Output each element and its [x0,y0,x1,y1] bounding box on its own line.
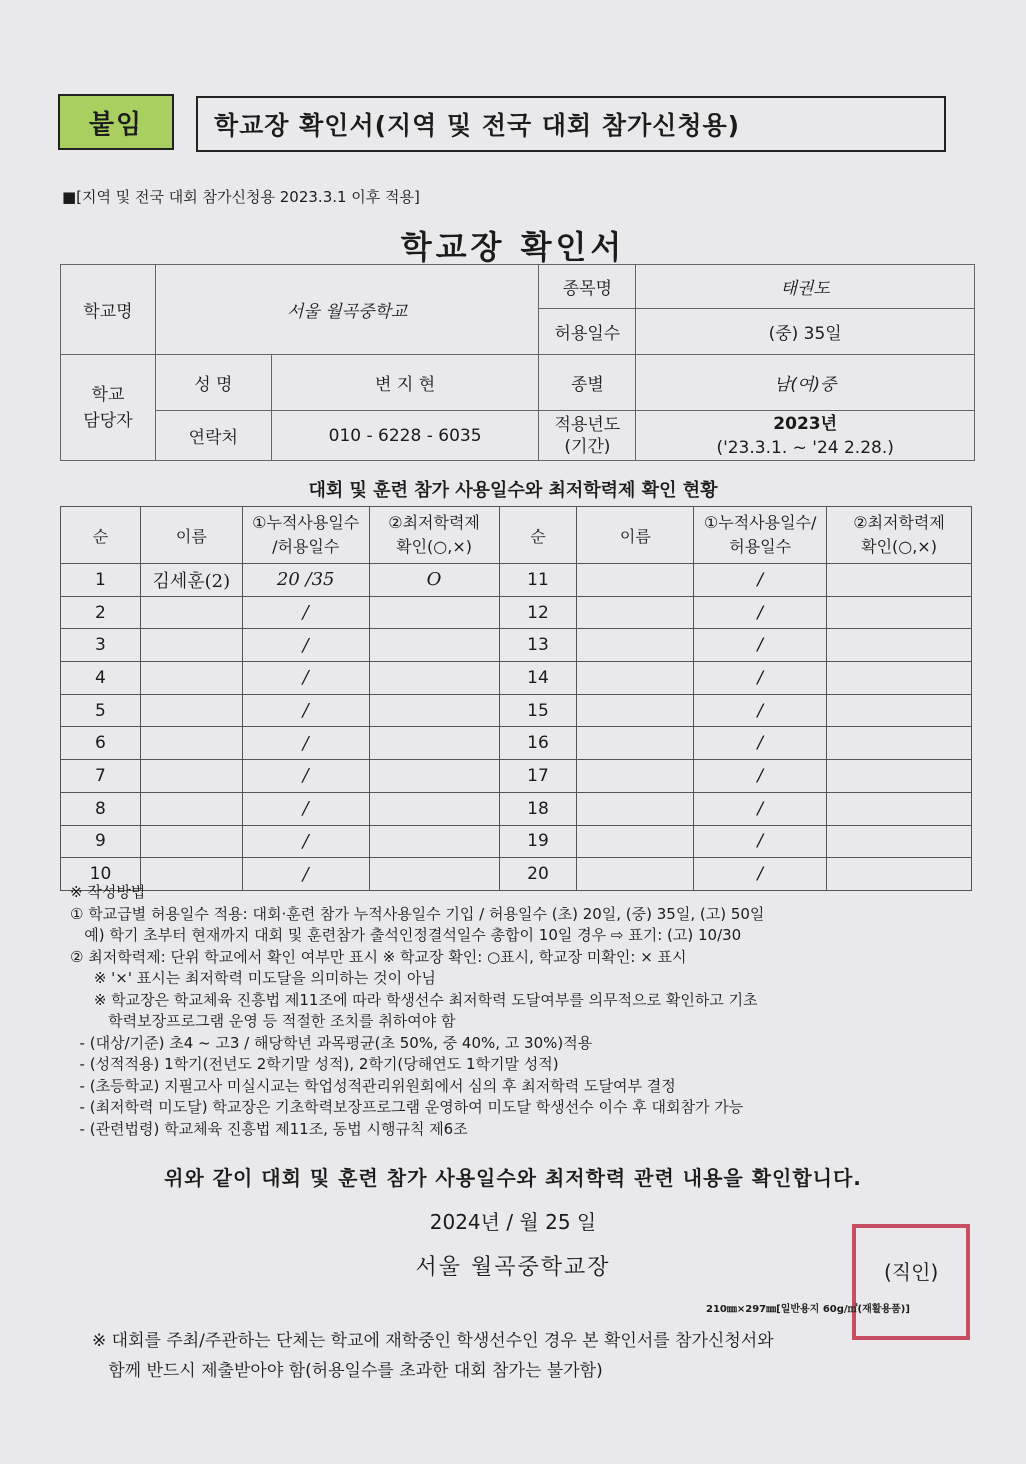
principal-title: 서울 월곡중학교장 [415,1255,611,1280]
row-name [140,792,242,825]
table-row [61,596,972,629]
row-number: 6 [61,727,141,760]
table-row [61,760,972,793]
row-name-2 [577,694,694,727]
row-number-2: 13 [499,629,577,662]
row-check [369,792,499,825]
row-days-2: / [694,825,827,858]
note-line: ※ 대회를 주최/주관하는 단체는 학교에 재학중인 학생선수인 경우 본 확인서를 참가신청서와 [92,1331,774,1351]
row-name [140,825,242,858]
row-number: 9 [61,825,141,858]
year-value: 2023년 [773,413,838,434]
row-check-2 [827,564,972,597]
method-line: - (관련법령) 학교체육 진흥법 제11조, 동법 시행규칙 제6조 [70,1119,468,1138]
row-check [369,727,499,760]
gender-label: 종별 [539,355,636,411]
row-name [140,629,242,662]
row-check-2 [827,727,972,760]
contact-label: 연락처 [155,411,271,461]
row-number-2: 15 [499,694,577,727]
row-number-2: 11 [499,564,577,597]
paper-spec: 210㎜×297㎜[일반용지 60g/㎡(재활용품)] [706,1304,910,1315]
header-name: 이름 [140,507,242,564]
row-number: 8 [61,792,141,825]
row-check-2 [827,629,972,662]
row-number-2: 12 [499,596,577,629]
row-check-2 [827,792,972,825]
header-no-2: 순 [499,507,577,564]
row-days: 20 /35 [242,564,369,597]
row-number: 7 [61,760,141,793]
row-check-2 [827,596,972,629]
method-line: - (성적적용) 1학기(전년도 2학기말 성적), 2학기(당해연도 1학기말 성적) [70,1055,559,1073]
table-row [61,629,972,662]
note-line: 함께 반드시 제출받아야 함(허용일수를 초과한 대회 참가는 불가함) [92,1361,603,1381]
row-name-2 [577,629,694,662]
row-number-2: 17 [499,760,577,793]
seal-label: (직인) [884,1260,939,1284]
header-check-2: ②최저학력제 확인(○,×) [827,507,972,564]
row-number-2: 18 [499,792,577,825]
row-number-2: 16 [499,727,577,760]
row-check-2 [827,694,972,727]
table-row [61,727,972,760]
row-name [140,760,242,793]
table-row [61,662,972,695]
method-line: - (초등학교) 지필고사 미실시교는 학업성적관리위원회에서 심의 후 최저학력 도달여부 결정 [70,1076,676,1095]
row-days-2: / [694,792,827,825]
gender-value: 남(여)중 [636,355,975,411]
issue-date: 2024년 / 월 25 일 [429,1210,597,1234]
row-check: O [369,564,499,597]
row-days-2: / [694,727,827,760]
row-check-2 [827,760,972,793]
table-row [61,694,972,727]
header-name-2: 이름 [577,507,694,564]
row-number: 2 [61,596,141,629]
row-name-2 [577,825,694,858]
row-days-2: / [694,662,827,695]
method-line: ※ 작성방법 [70,883,146,901]
row-name-2 [577,760,694,793]
row-name [140,694,242,727]
applicability-note: ■[지역 및 전국 대회 참가신청용 2023.3.1 이후 적용] [62,188,420,206]
row-days-2: / [694,596,827,629]
row-name-2 [577,596,694,629]
row-number: 5 [61,694,141,727]
row-check [369,629,499,662]
row-check [369,760,499,793]
row-name [140,596,242,629]
row-days: / [242,760,369,793]
submission-note [92,1326,774,1386]
row-days: / [242,694,369,727]
row-check-2 [827,662,972,695]
name-label: 성 명 [155,355,271,411]
row-days: / [242,727,369,760]
method-line: 학력보장프로그램 운영 등 적절한 조치를 취하여야 함 [70,1012,456,1030]
method-line: ※ '×' 표시는 최저학력 미도달을 의미하는 것이 아님 [70,969,436,987]
header-days-2: ①누적사용일수/ 허용일수 [694,507,827,564]
header-days: ①누적사용일수 /허용일수 [242,507,369,564]
info-table [60,264,975,461]
row-days: / [242,825,369,858]
attachment-tag: 붙임 [58,94,174,150]
row-days-2: / [694,858,827,891]
method-line: ① 학교급별 허용일수 적용: 대회·훈련 참가 누적사용일수 기입 / 허용일수 (초) 20일, (중) 35일, (고) 50일 [70,904,765,923]
method-line: ② 최저학력제: 단위 학교에서 확인 여부만 표시 ※ 학교장 확인: ○표시, 학교장 미확인: × 표시 [70,947,687,966]
allowed-days-label: 허용일수 [539,309,636,355]
row-days-2: / [694,564,827,597]
period-value: ('23.3.1. ~ '24 2.28.) [716,437,894,458]
row-name-2 [577,792,694,825]
row-days-2: / [694,760,827,793]
table-row [61,825,972,858]
row-check [369,662,499,695]
writing-method [70,882,970,1140]
row-days: / [242,629,369,662]
row-name-2 [577,727,694,760]
sport-value: 태권도 [636,265,975,309]
athlete-table [60,506,972,891]
header-check: ②최저학력제 확인(○,×) [369,507,499,564]
confirmation-statement: 위와 같이 대회 및 훈련 참가 사용일수와 최저학력 관련 내용을 확인합니다. [164,1166,862,1190]
allowed-days-value: (중) 35일 [636,309,975,355]
method-line: - (최저학력 미도달) 학교장은 기초학력보장프로그램 운영하여 미도달 학생선수 이수 후 대회참가 가능 [70,1098,744,1116]
row-check [369,596,499,629]
row-number-2: 19 [499,825,577,858]
method-line: 예) 학기 초부터 현재까지 대회 및 훈련참가 출석인정결석일수 총합이 10일 경우 ⇨ 표기: (고) 10/30 [70,926,742,944]
year-cell [636,411,975,461]
row-name-2 [577,662,694,695]
header-title: 학교장 확인서(지역 및 전국 대회 참가신청용) [196,96,946,152]
year-label: 적용년도 (기간) [539,411,636,461]
row-name [140,662,242,695]
row-days: / [242,858,369,891]
row-number-2: 20 [499,858,577,891]
sport-label: 종목명 [539,265,636,309]
school-value: 서울 월곡중학교 [155,265,539,355]
header-no: 순 [61,507,141,564]
row-days-2: / [694,629,827,662]
row-check [369,694,499,727]
contact-value: 010 - 6228 - 6035 [271,411,539,461]
row-number: 4 [61,662,141,695]
manager-label: 학교 담당자 [61,355,156,461]
row-name-2 [577,564,694,597]
row-days: / [242,596,369,629]
row-number: 3 [61,629,141,662]
row-number-2: 14 [499,662,577,695]
document-title: 학교장 확인서 [400,228,626,266]
table-row [61,564,972,597]
school-label: 학교명 [61,265,156,355]
table-row [61,792,972,825]
name-value: 변 지 현 [271,355,539,411]
row-days-2: / [694,694,827,727]
row-number: 1 [61,564,141,597]
row-name: 김세훈(2) [140,564,242,597]
row-days: / [242,662,369,695]
row-name [140,727,242,760]
row-check [369,825,499,858]
row-number: 10 [61,858,141,891]
row-days: / [242,792,369,825]
method-line: ※ 학교장은 학교체육 진흥법 제11조에 따라 학생선수 최저학력 도달여부를 의무적으로 확인하고 기초 [70,990,758,1009]
row-check-2 [827,825,972,858]
method-line: - (대상/기준) 초4 ~ 고3 / 해당학년 과목평균(초 50%, 중 40%, 고 30%)적용 [70,1033,593,1052]
status-subheading: 대회 및 훈련 참가 사용일수와 최저학력제 확인 현황 [308,480,718,501]
